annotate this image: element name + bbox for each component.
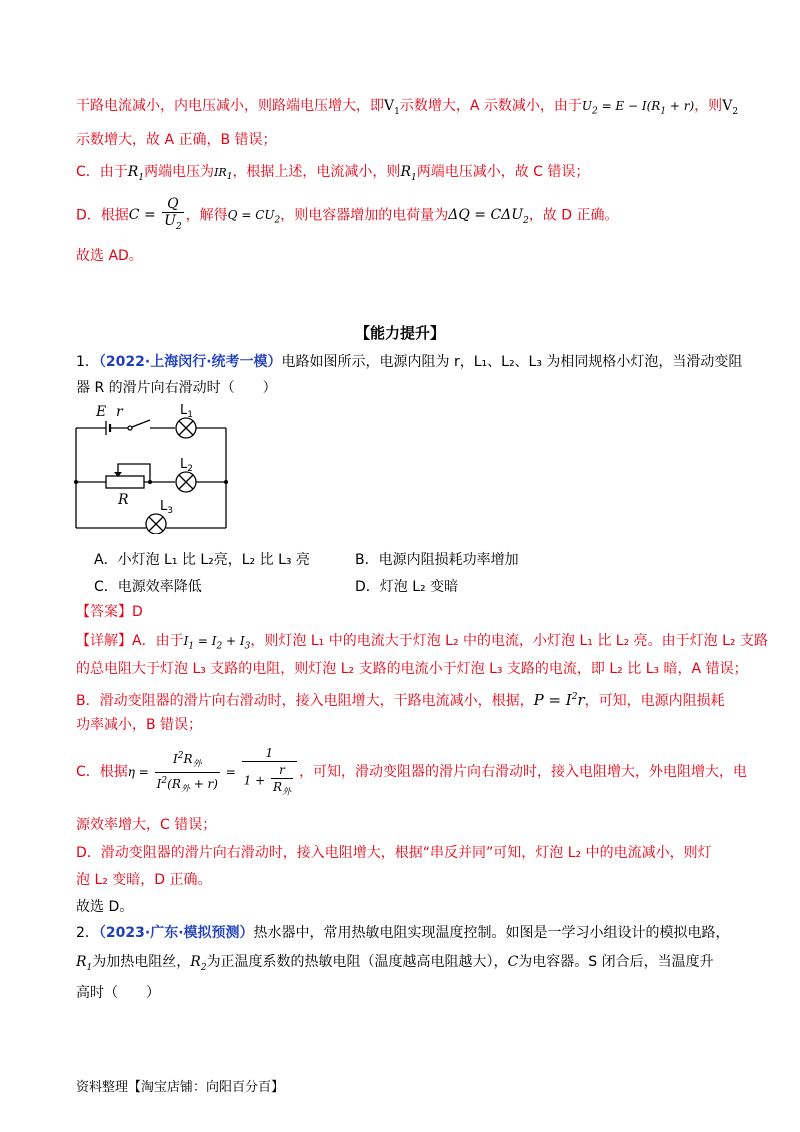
formula-u2: $U_2 = E - I(R_1 + r)$ [581,99,695,117]
q1-option-c[interactable]: C．电源效率降低 [94,579,202,595]
q1-detail-b-line-2: 功率减小，B 错误； [76,717,203,733]
footer: 资料整理【淘宝店铺：向阳百分百】 [76,1080,285,1095]
symbol-r1: $R_1$ [400,164,417,183]
q1-detail-c-line-1: C．根据η = $\frac{I^2R_外}{I^2(R_外 + r)}$ = 1 1 + $\frac{r}{R_外}$ ，可知，滑动变阻器的滑片向右滑动时，接入电阻增大，外电阻增大，电 [76,745,748,798]
label-l2: $L_2$ [180,457,193,474]
junction-dot [148,480,152,484]
prev-answer-line-2: 示数增大，故 A 正确，B 错误； [76,132,277,148]
q1-detail-b-line-1: B．滑动变阻器的滑片向右滑动时，接入电阻增大，干路电流减小，根据，$P = I^2r$，可知，电源内阻损耗 [76,691,725,709]
q2-stem-line-1: 2．（2023·广东·模拟预测）热水器中，常用热敏电阻实现温度控制。如图是一学习小组设计的模拟电路， [76,925,730,941]
q1-stem-line-1: 1．（2022·上海闵行·统考一模）电路如图所示，电源内阻为 r，L₁、L₂、L₃ 为相同规格小灯泡，当滑动变阻 [76,354,743,370]
label-e: E [96,404,107,420]
prev-answer-line-d: D．根据C = $\frac{Q}{U_2}$ ，解得$Q = CU_2$，则电容器增加的电荷量为$\Delta Q = C\Delta U_2$，故 D 正确。 [76,196,619,232]
q2-stem-line-3: 高时（ ） [76,985,160,1001]
voltmeter-v1: $V_1$ [384,98,400,117]
q1-stem-line-2: 器 R 的滑片向右滑动时（ ） [76,380,277,396]
switch-contact [128,426,132,430]
formula-efficiency: η = $\frac{I^2R_外}{I^2(R_外 + r)}$ = 1 1 + $\frac{r}{R_外}$ [128,765,299,779]
formula-i1: $I_1 = I_2 + I_3$ [183,634,251,652]
formula-dq: $\Delta Q = C\Delta U_2$ [448,207,529,227]
q1-conclusion: 故选 D。 [76,899,134,915]
q1-source: （2022·上海闵行·统考一模） [98,354,282,370]
formula-ir1: $IR_1$ [214,166,233,183]
q1-detail-a-line-1: 【详解】A．由于$I_1 = I_2 + I_3$，则灯泡 L₁ 中的电流大于灯泡 L₂ 中的电流，小灯泡 L₁ 比 L₂ 亮。由于灯泡 L₂ 支路 [76,633,768,652]
switch-blade [132,420,150,427]
symbol-r1: $R_1$ [127,164,145,183]
q1-detail-d-line-2: 泡 L₂ 变暗，D 正确。 [76,872,212,888]
label-l3: $L_3$ [160,499,173,516]
q1-option-a[interactable]: A．小灯泡 L₁ 比 L₂亮，L₂ 比 L₃ 亮 [94,552,310,568]
formula-q-cu2: $Q = CU_2$ [227,208,281,226]
label-l1: $L_1$ [180,403,193,420]
q2-source: （2023·广东·模拟预测） [98,925,254,941]
q1-answer: 【答案】D [76,604,143,620]
q1-detail-c-line-2: 源效率增大，C 错误； [76,817,217,833]
formula-c-q-u2: C = $\frac{Q}{U_2}$ [128,196,182,232]
circuit-diagram [70,402,240,534]
q1-option-b[interactable]: B．电源内阻损耗功率增加 [355,552,519,568]
symbol-r1: $R_1$ [76,954,93,973]
prev-answer-line-c: C．由于$R_1$两端电压为$IR_1$，根据上述，电流减小，则$R_1$两端电压减小，故 C 错误； [76,164,590,183]
q1-detail-a-line-2: 的总电阻大于灯泡 L₃ 支路的电阻，则灯泡 L₂ 支路的电流小于灯泡 L₃ 支路的电流，即 L₂ 比 L₃ 暗，A 错误； [76,661,748,677]
prev-answer-conclusion: 故选 AD。 [76,248,143,264]
voltmeter-v2: $V_2$ [722,98,739,117]
symbol-c: C [507,954,519,970]
junction-dot [224,480,228,484]
q1-option-d[interactable]: D．灯泡 L₂ 变暗 [355,579,459,595]
formula-p-i2r: $P = I^2r$ [533,691,585,709]
label-r-rheostat: R [118,492,129,508]
section-title: 【能力提升】 [354,324,445,342]
junction-dot [74,480,78,484]
q2-stem-line-2: $R_1$为加热电阻丝，$R_2$为正温度系数的热敏电阻（温度越高电阻越大），C为电容器。S 闭合后，当温度升 [76,954,714,973]
prev-answer-line-1: 干路电流减小，内电压减小，则路端电压增大，即$V_1$示数增大，A 示数减小，由于$U_2 = E - I(R_1 + r)$，则$V_2$ [76,98,739,117]
symbol-r2: $R_2$ [190,954,207,973]
rheostat-r [106,476,144,488]
rheostat-slider-wire [118,464,150,482]
label-r-internal: r [116,404,123,420]
q1-detail-d-line-1: D．滑动变阻器的滑片向右滑动时，接入电阻增大，根据“串反并同”可知，灯泡 L₂ 中的电流减小，则灯 [76,845,712,861]
